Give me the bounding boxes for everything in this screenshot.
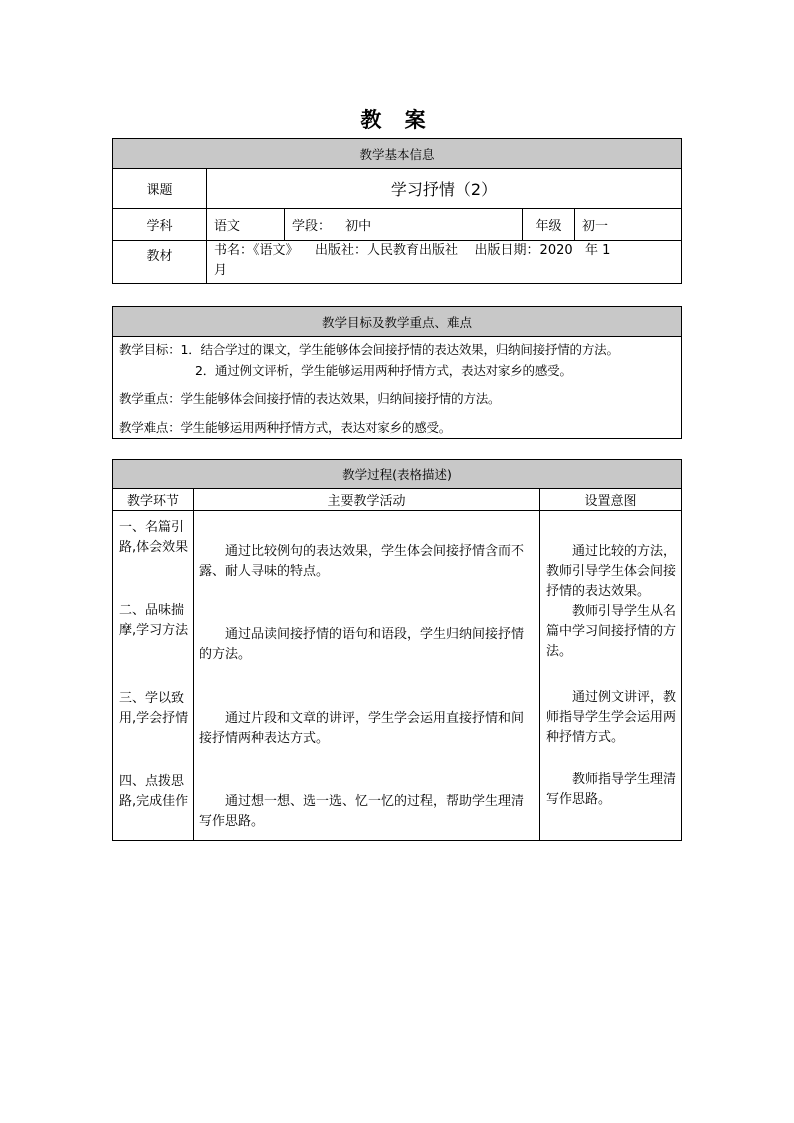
objectives-table (112, 306, 682, 439)
textbook-line-2: 月 (214, 263, 228, 278)
process-header: 教学过程(表格描述) (113, 460, 682, 489)
stages-cell (113, 511, 194, 841)
document-title: 教 案 (360, 108, 434, 132)
stage-item: 四、点拨思路,完成佳作 (119, 774, 189, 809)
stage-item: 二、品味揣摩,学习方法 (119, 603, 189, 638)
stage-value: 初中 (345, 219, 372, 234)
stage-cell (285, 209, 523, 241)
grade-label: 年级 (523, 209, 575, 241)
grade-value: 初一 (575, 209, 682, 241)
textbook-line-1: 书名：《语文》 出版社：人民教育出版社 出版日期：2020 年 1 (214, 243, 611, 258)
stage-item: 三、学以致用,学会抒情 (119, 691, 189, 726)
col-intent-header: 设置意图 (540, 489, 682, 511)
objectives-header: 教学目标及教学重点、难点 (113, 307, 682, 337)
activity-item: 通过想一想、选一选、忆一忆的过程，帮助学生理清写作思路。 (199, 794, 525, 829)
stage-label: 学段： (292, 219, 332, 234)
intent-item: 通过例文讲评，教师指导学生学会运用两种抒情方式。 (546, 690, 677, 745)
subject-value: 语文 (207, 209, 285, 241)
objectives-body (113, 337, 682, 439)
activity-item: 通过片段和文章的讲评，学生学会运用直接抒情和间接抒情两种表达方式。 (199, 711, 525, 746)
basic-info-table (112, 138, 682, 284)
intent-item: 教师指导学生理清写作思路。 (546, 772, 677, 807)
activity-item: 通过品读间接抒情的语句和语段，学生归纳间接抒情的方法。 (199, 627, 525, 662)
key-point: 教学重点：学生能够体会间接抒情的表达效果，归纳间接抒情的方法。 (119, 391, 501, 406)
topic-label: 课题 (113, 169, 207, 209)
topic-value: 学习抒情（2） (207, 169, 682, 209)
goal-line-1: 教学目标：1．结合学过的课文，学生能够体会间接抒情的表达效果，归纳间接抒情的方法。 (119, 342, 619, 357)
activity-item: 通过比较例句的表达效果，学生体会间接抒情含而不露、耐人寻味的特点。 (199, 544, 525, 579)
basic-info-header: 教学基本信息 (113, 139, 682, 169)
textbook-info (207, 241, 682, 284)
col-activity-header: 主要教学活动 (194, 489, 540, 511)
goal-line-2: 2．通过例文评析，学生能够运用两种抒情方式，表达对家乡的感受。 (195, 363, 572, 378)
difficulty: 教学难点：学生能够运用两种抒情方式，表达对家乡的感受。 (119, 420, 452, 435)
col-stage-header: 教学环节 (113, 489, 194, 511)
textbook-label: 教材 (113, 241, 207, 284)
activities-cell (194, 511, 540, 841)
subject-label: 学科 (113, 209, 207, 241)
intent-item: 通过比较的方法，教师引导学生体会间接抒情的表达效果。 (546, 544, 677, 599)
process-table (112, 459, 682, 841)
intent-item: 教师引导学生从名篇中学习间接抒情的方法。 (546, 604, 677, 659)
intents-cell (540, 511, 682, 841)
stage-item: 一、名篇引路,体会效果 (119, 520, 189, 555)
